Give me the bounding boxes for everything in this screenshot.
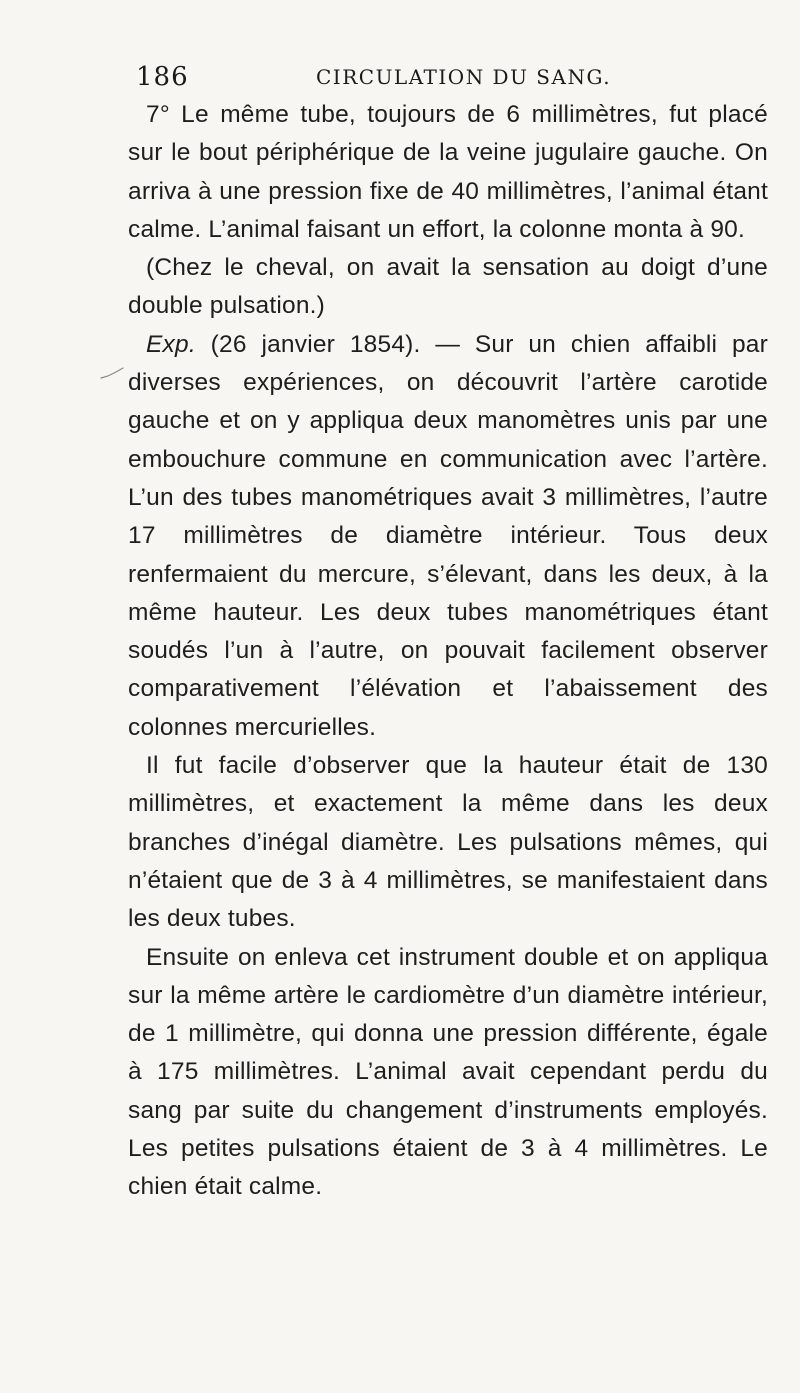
page-number: 186 [136, 62, 189, 92]
paragraph [128, 249, 768, 326]
paragraph-text: Il fut facile d’observer que la hauteur était de 130 millimètres, et exactement la même dans les deux branches d’inégal diamètre. Les pulsations mêmes, qui n’étaient que de 3 à 4 millimètres, se manifestaient dans les deux tubes. [128, 752, 768, 933]
paragraph [128, 939, 768, 1207]
paragraph-text: (Chez le cheval, on avait la sensation au doigt d’une double pulsation.) [128, 254, 768, 320]
experiment-label: Exp. [146, 330, 196, 358]
paragraph [128, 326, 768, 747]
paragraph-text: (26 janvier 1854). — Sur un chien affaibli par diverses expériences, on découvrit l’artère carotide gauche et on y appliqua deux manomètres unis par une embouchure commune en communication avec l’artère. L’un des tubes manométriques avait 3 millimètres, l’autre 17 millimètres de diamètre intérieur. Tous deux renfermaient du mercure, s’élevant, dans les deux, à la même hauteur. Les deux tubes manométriques étant soudés l’un à l’autre, on pouvait facilement observer comparativement l’élévation et l’abaissement des colonnes mercurielles. [128, 330, 768, 741]
running-head: CIRCULATION DU SANG. [316, 65, 612, 89]
margin-pencil-mark [100, 366, 124, 380]
paragraph-text: Ensuite on enleva cet instrument double et on appliqua sur la même artère le cardiomètre d’un diamètre intérieur, de 1 millimètre, qui donna une pression différente, égale à 175 millimètres. L’animal avait cependant perdu du sang par suite du changement d’instruments employés. Les petites pulsations étaient de 3 à 4 millimètres. Le chien était calme. [128, 943, 768, 1201]
body-text [128, 96, 768, 1207]
paragraph [128, 747, 768, 938]
paragraph-text: 7° Le même tube, toujours de 6 millimètres, fut placé sur le bout périphérique de la veine jugulaire gauche. On arriva à une pression fixe de 40 millimètres, l’animal étant calme. L’animal faisant un effort, la colonne monta à 90. [128, 101, 768, 243]
paragraph [128, 96, 768, 249]
page-header [136, 62, 756, 96]
